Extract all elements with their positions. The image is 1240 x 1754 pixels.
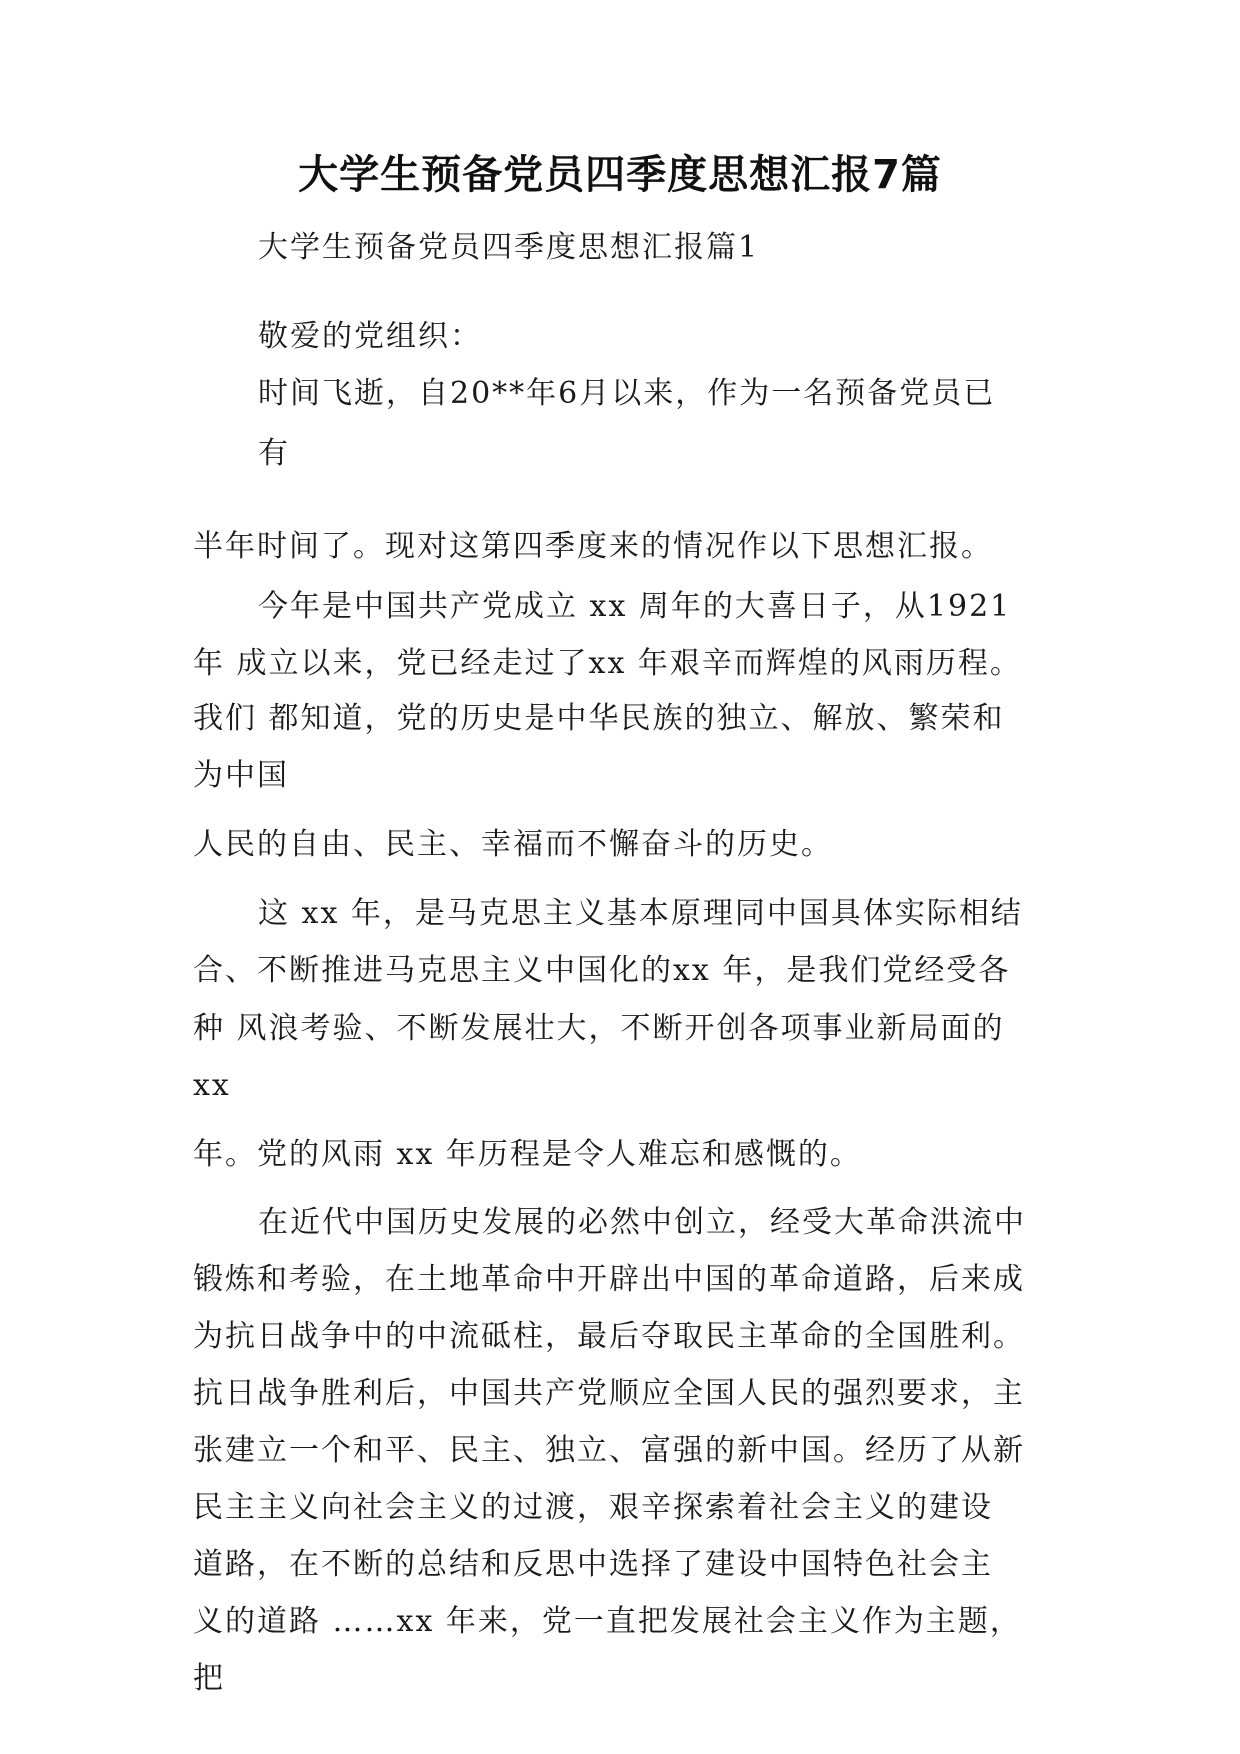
paragraph-line: 年 成立以来，党已经走过了xx 年艰辛而辉煌的风雨历程。 <box>193 646 1022 681</box>
paragraph-line: 半年时间了。现对这第四季度来的情况作以下思想汇报。 <box>193 529 993 564</box>
salutation: 敬爱的党组织： <box>258 319 482 354</box>
paragraph-line: 时间飞逝，自20**年6月以来，作为一名预备党员已 <box>258 376 996 411</box>
paragraph-line: 这 xx 年，是马克思主义基本原理同中国具体实际相结 <box>258 896 1023 931</box>
paragraph-line: 有 <box>258 436 290 471</box>
paragraph-line: 抗日战争胜利后，中国共产党顺应全国人民的强烈要求，主 <box>193 1376 1025 1411</box>
paragraph-line: 义的道路 ……xx 年来，党一直把发展社会主义作为主题， <box>193 1604 1022 1639</box>
paragraph-line: 人民的自由、民主、幸福而不懈奋斗的历史。 <box>193 827 833 862</box>
paragraph-line: 合、不断推进马克思主义中国化的xx 年，是我们党经受各 <box>193 953 1011 988</box>
section-heading: 大学生预备党员四季度思想汇报篇1 <box>258 230 760 265</box>
paragraph-line: 民主主义向社会主义的过渡，艰辛探索着社会主义的建设 <box>193 1490 993 1525</box>
paragraph-line: 我们 都知道，党的历史是中华民族的独立、解放、繁荣和 <box>193 701 1005 736</box>
paragraph-line: 道路，在不断的总结和反思中选择了建设中国特色社会主 <box>193 1547 993 1582</box>
paragraph-line: 为中国 <box>193 758 289 793</box>
paragraph-line: 把 <box>193 1661 225 1696</box>
paragraph-line: 张建立一个和平、民主、独立、富强的新中国。经历了从新 <box>193 1433 1025 1468</box>
paragraph-line: 今年是中国共产党成立 xx 周年的大喜日子，从1921 <box>258 589 1012 624</box>
paragraph-line: 在近代中国历史发展的必然中创立，经受大革命洪流中 <box>258 1205 1026 1240</box>
paragraph-line: 为抗日战争中的中流砥柱，最后夺取民主革命的全国胜利。 <box>193 1319 1025 1354</box>
paragraph-line: xx <box>193 1068 231 1103</box>
paragraph-line: 种 风浪考验、不断发展壮大，不断开创各项事业新局面的 <box>193 1011 1005 1046</box>
document-title: 大学生预备党员四季度思想汇报7篇 <box>298 152 942 198</box>
paragraph-line: 年。党的风雨 xx 年历程是令人难忘和感慨的。 <box>193 1137 862 1172</box>
paragraph-line: 锻炼和考验，在土地革命中开辟出中国的革命道路，后来成 <box>193 1262 1025 1297</box>
